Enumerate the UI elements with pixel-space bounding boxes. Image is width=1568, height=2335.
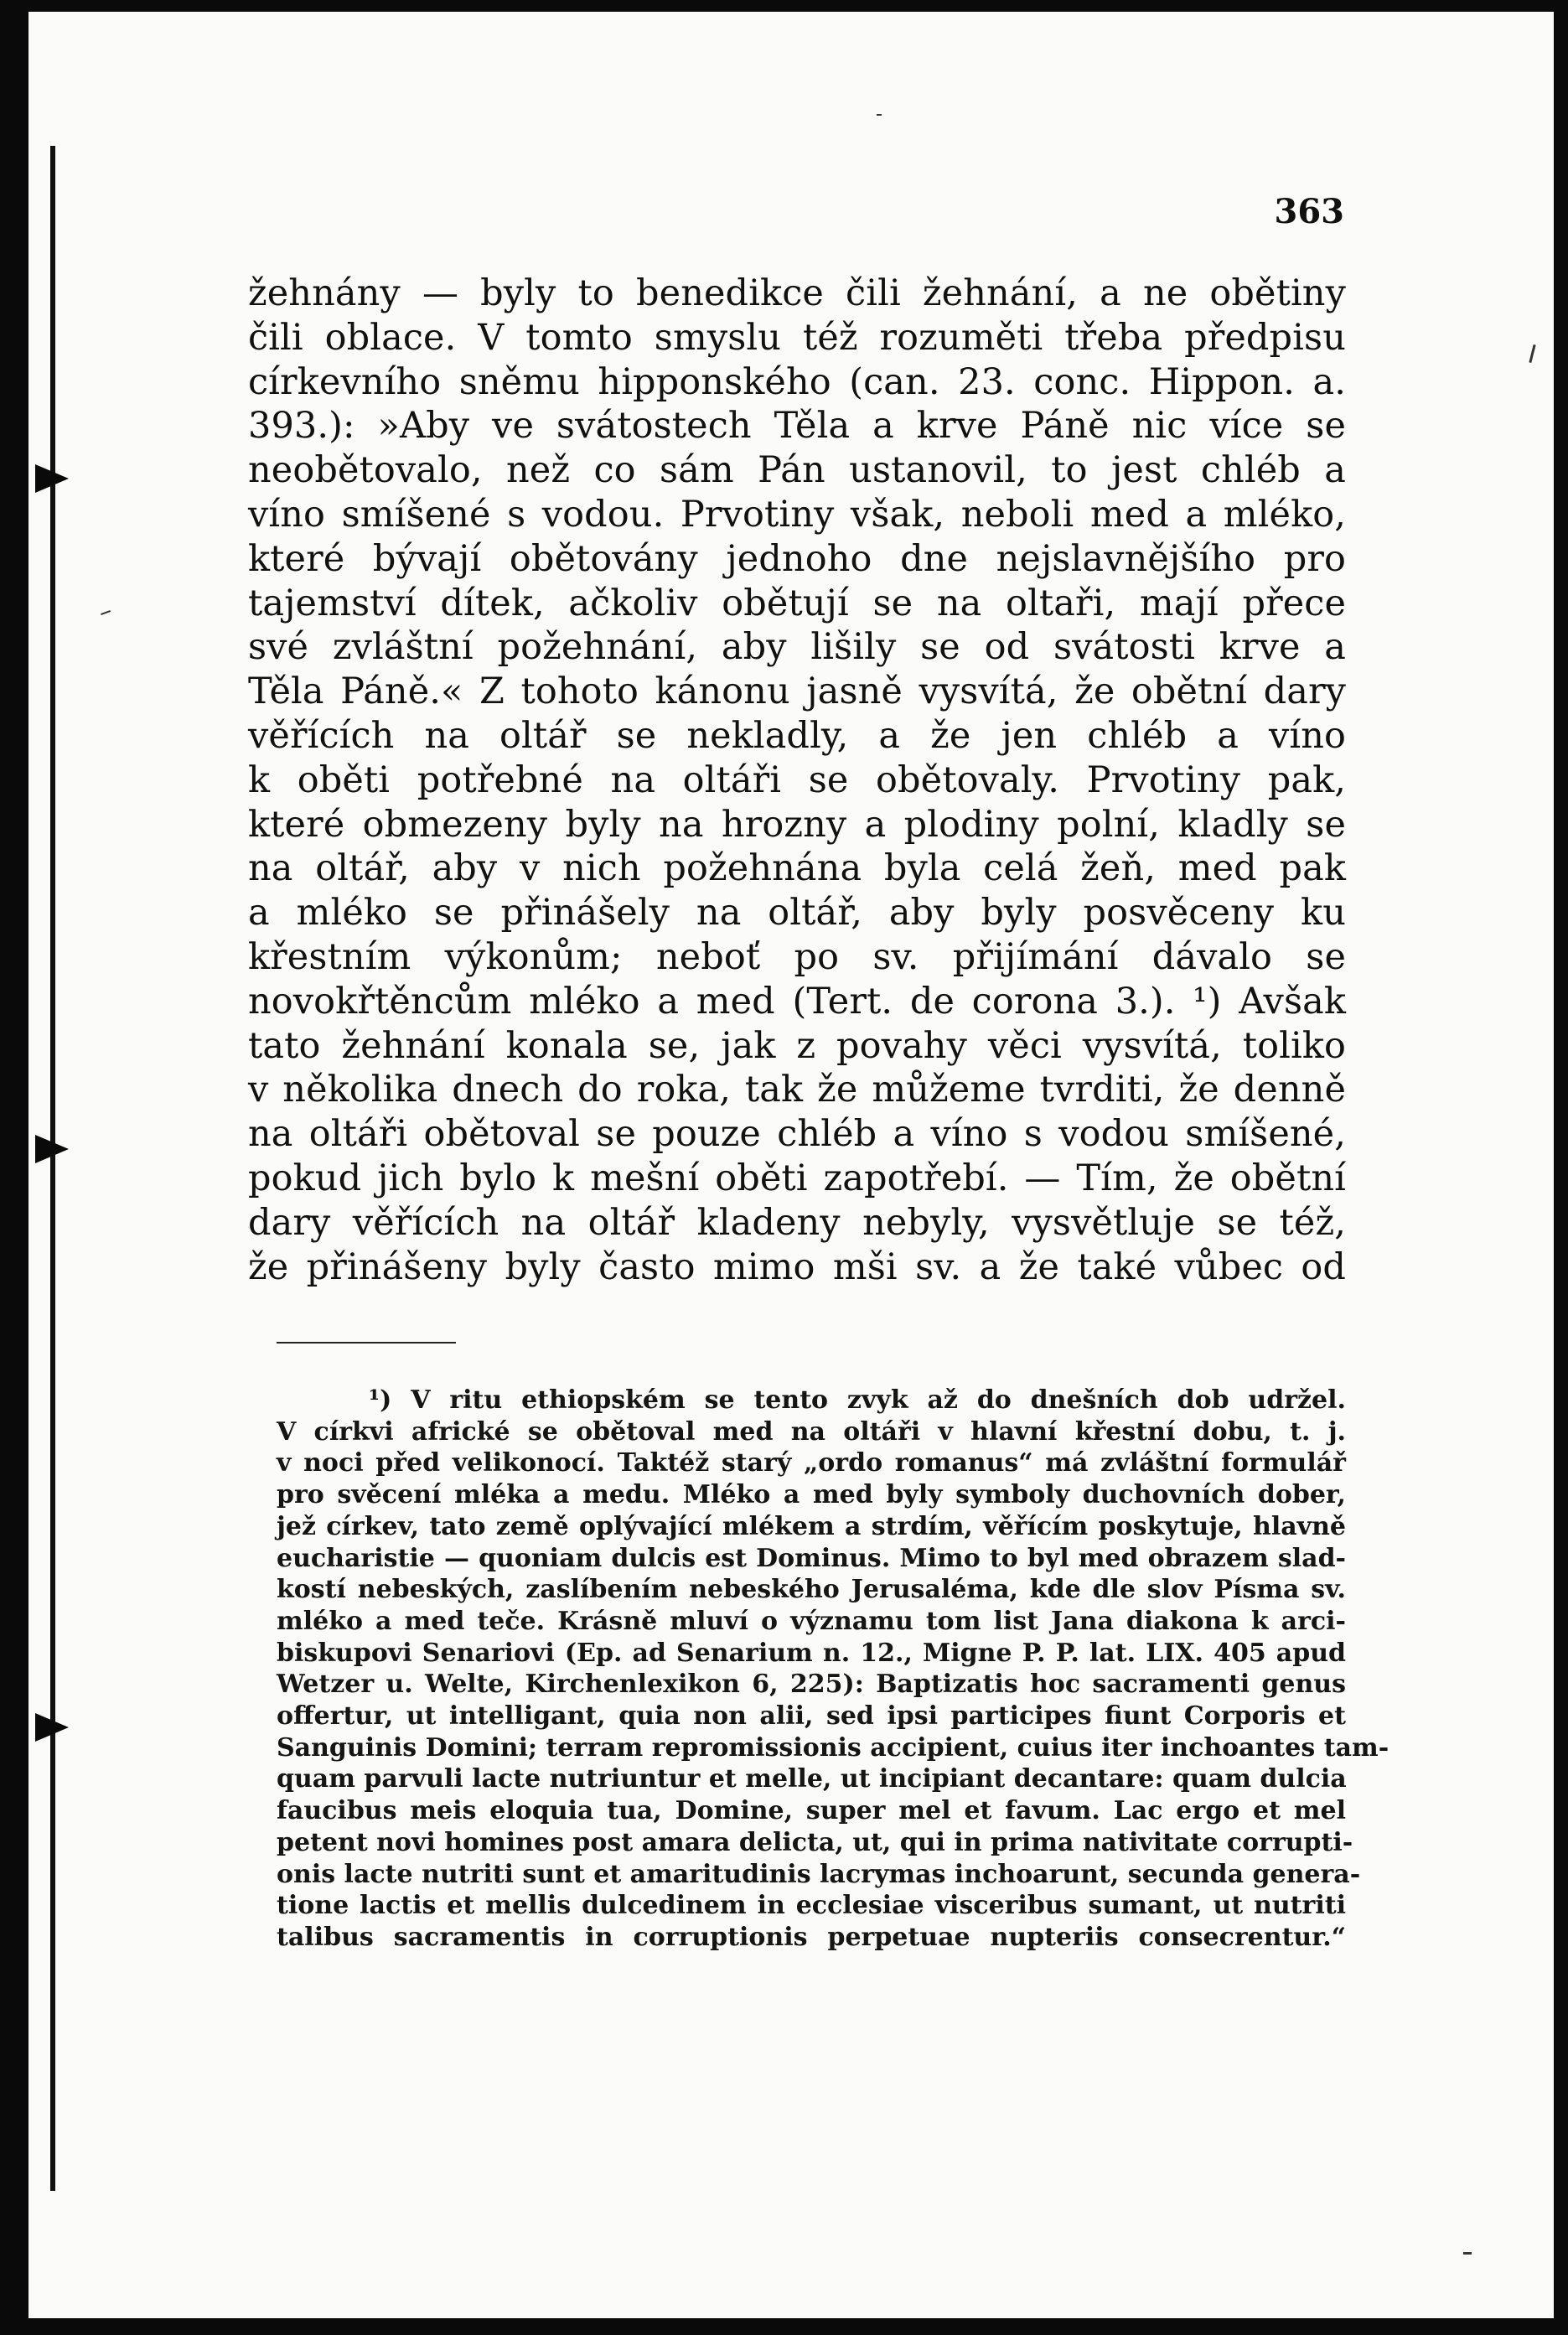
footnote-line: eucharistie — quoniam dulcis est Dominus. Mimo to byl med obrazem slad- [277,1543,1346,1573]
body-line: k oběti potřebné na oltáři se obětovaly. Prvotiny pak, [248,758,1346,801]
body-line: své zvláštní požehnání, aby lišily se od svátosti krve a [248,626,1346,669]
footnote-line: offertur, ut intelligant, quia non alii, sed ipsi participes fiunt Corporis et [277,1701,1346,1732]
footnote-line: pro svěcení mléka a medu. Mléko a med byly symboly duchovních dober, [277,1480,1346,1510]
scan-speck [1529,344,1535,363]
footnote-line: quam parvuli lacte nutriuntur et melle, ut incipiant decantare: quam dulcia [277,1764,1347,1794]
body-line: které bývají obětovány jednoho dne nejslavnějšího pro [248,537,1346,580]
body-line: které obmezeny byly na hrozny a plodiny polní, kladly se [248,803,1346,846]
footnote-line: Wetzer u. Welte, Kirchenlexikon 6, 225): Baptizatis hoc sacramenti genus [277,1670,1346,1700]
body-line: že přinášeny byly často mimo mši sv. a že také vůbec od [248,1245,1346,1288]
body-line: Těla Páně.« Z tohoto kánonu jasně vysvítá, že obětní dary [248,670,1346,713]
footnote-line: kostí nebeských, zaslíbením nebeského Jerusaléma, kde dle slov Písma sv. [277,1575,1346,1605]
footnote-line: Sanguinis Domini; terram repromissionis accipient, cuius iter inchoantes tam- [277,1732,1389,1763]
footnote-line: petent novi homines post amara delicta, ut, qui in prima nativitate corrupti- [277,1827,1353,1857]
footnote-line: jež církev, tato země oplývající mlékem a strdím, věřícím poskytuje, hlavně [277,1511,1346,1541]
scanned-page [28,12,1554,2318]
body-line: v několika dnech do roka, tak že můžeme tvrditi, že denně [248,1069,1346,1111]
body-line: pokud jich bylo k mešní oběti zapotřebí. — Tím, že obětní [248,1157,1346,1199]
body-line: věřících na oltář se nekladly, a že jen chléb a víno [248,714,1346,757]
scan-speck [101,610,111,615]
body-line: církevního sněmu hipponského (can. 23. conc. Hippon. a. [248,360,1346,403]
footnote-line: mléko a med teče. Krásně mluví o významu tom list Jana diakona k arci- [277,1606,1346,1636]
footnote-line: tione lactis et mellis dulcedinem in ecclesiae visceribus sumant, ut nutriti [277,1891,1346,1921]
scan-speck [877,114,882,116]
body-line: na oltáři obětoval se pouze chléb a víno s vodou smíšené, [248,1113,1346,1156]
footnote-line: faucibus meis eloquia tua, Domine, super mel et favum. Lac ergo et mel [277,1796,1346,1826]
footnote-rule [277,1342,456,1344]
footnote-line: talibus sacramentis in corruptionis perpetuae nupteriis consecrentur.“ [277,1922,1346,1952]
body-line: tato žehnání konala se, jak z povahy věci vysvítá, toliko [248,1024,1346,1067]
footnote-line: ¹) V ritu ethiopském se tento zvyk až do dnešních dob udržel. [369,1385,1346,1415]
footnote-text [277,1385,1389,1954]
body-line: 393.): »Aby ve svátostech Těla a krve Páně nic více se [248,405,1346,448]
body-line: víno smíšené s vodou. Prvotiny však, neboli med a mléko, [248,493,1346,536]
body-line: křestním výkonům; neboť po sv. přijímání dávalo se [248,935,1346,978]
body-line: čili oblace. V tomto smyslu též rozuměti třeba předpisu [248,316,1346,359]
footnote-line: biskupovi Senariovi (Ep. ad Senarium n. 12., Migne P. P. lat. LIX. 405 apud [277,1638,1346,1668]
footnote-line: onis lacte nutriti sunt et amaritudinis lacrymas inchoarunt, secunda genera- [277,1859,1361,1889]
body-line: dary věřících na oltář kladeny nebyly, vysvětluje se též, [248,1201,1346,1244]
scan-speck [1463,2252,1472,2255]
binding-edge [50,146,55,2191]
page-number: 363 [1274,192,1344,231]
body-line: tajemství dítek, ačkoliv obětují se na oltaři, mají přece [248,582,1346,624]
body-line: novokřtěncům mléko a med (Tert. de corona 3.). ¹) Avšak [248,980,1346,1023]
body-line: neobětovalo, než co sám Pán ustanovil, to jest chléb a [248,449,1346,492]
body-line: žehnány — byly to benedikce čili žehnání, a ne obětiny [248,272,1346,314]
footnote-line: V církvi africké se obětoval med na oltáři v hlavní křestní dobu, t. j. [277,1416,1346,1447]
body-line: a mléko se přinášely na oltář, aby byly posvěceny ku [248,892,1346,935]
body-text [248,272,1346,1289]
body-line: na oltář, aby v nich požehnána byla celá žeň, med pak [248,847,1346,890]
footnote-line: v noci před velikonocí. Taktéž starý „ordo romanus“ má zvláštní formulář [277,1448,1346,1478]
